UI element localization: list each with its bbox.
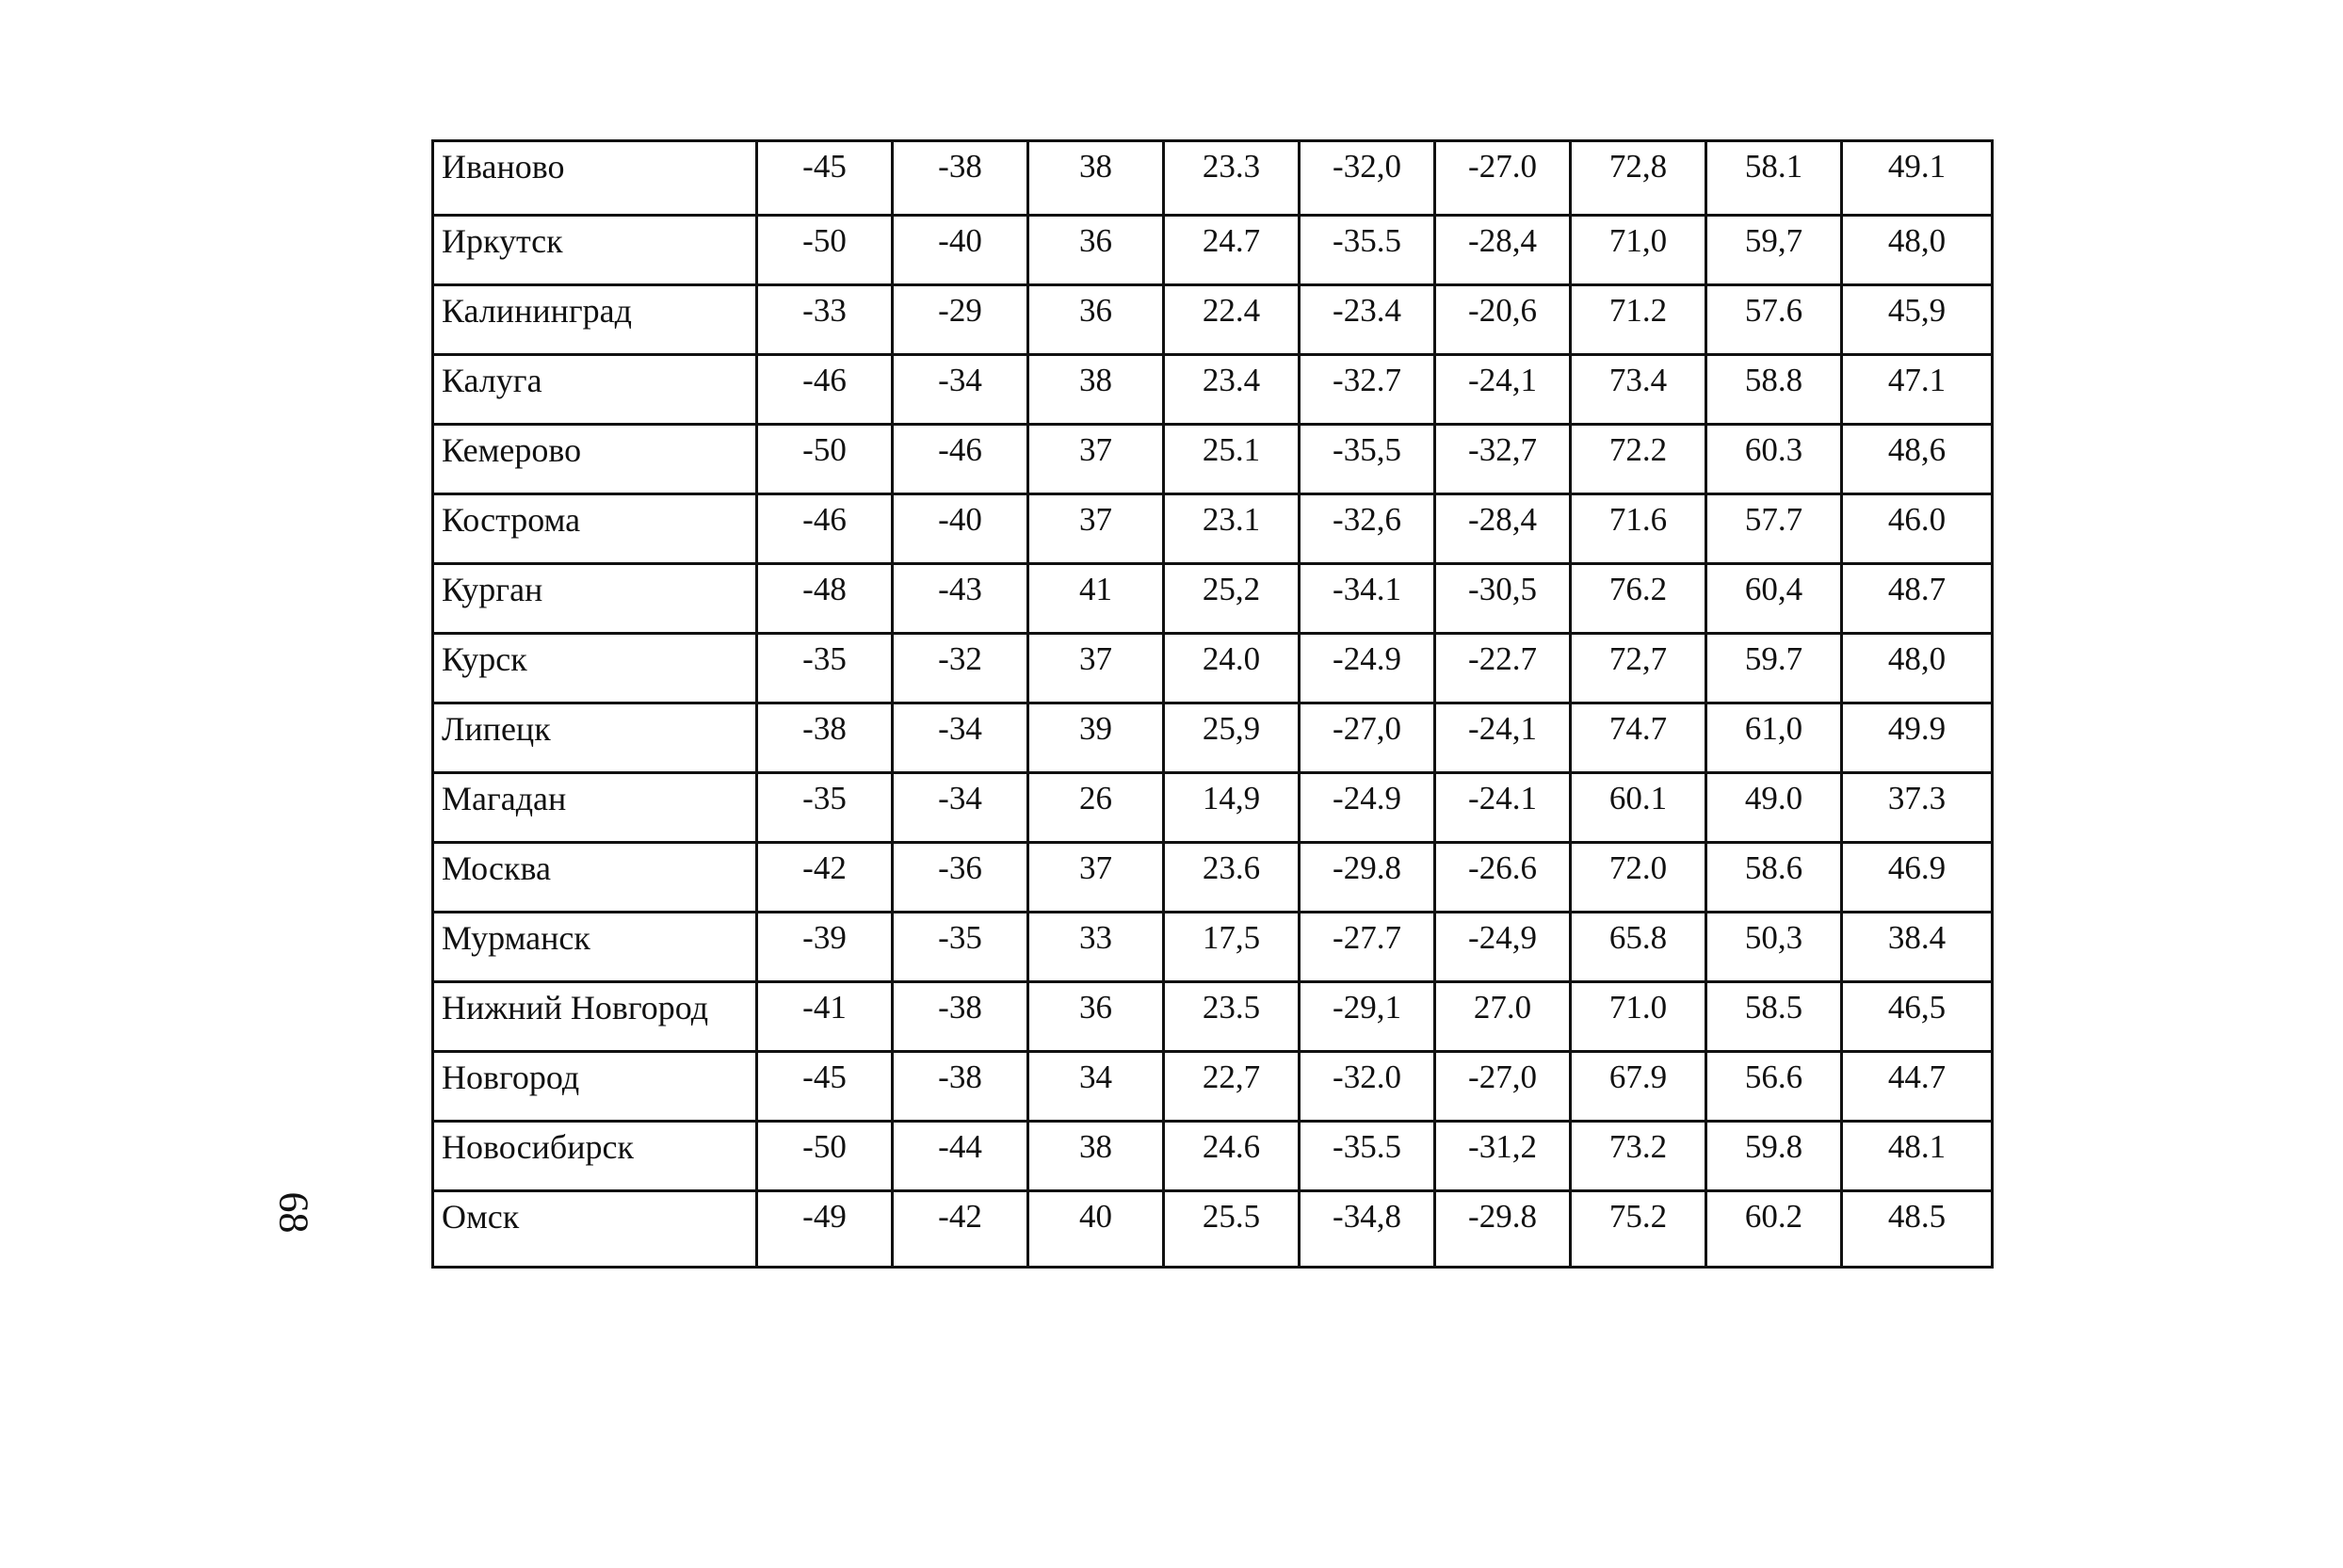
value-cell: 23.4 [1164,355,1300,425]
value-cell: -41 [757,982,893,1052]
value-cell: -46 [757,355,893,425]
value-cell: -50 [757,1122,893,1191]
value-cell: 59.8 [1706,1122,1842,1191]
value-cell: -27,0 [1435,1052,1571,1122]
value-cell: -34,8 [1300,1191,1435,1268]
value-cell: -28,4 [1435,494,1571,564]
value-cell: -23.4 [1300,285,1435,355]
value-cell: -38 [893,982,1028,1052]
value-cell: 25,2 [1164,564,1300,634]
value-cell: -40 [893,494,1028,564]
value-cell: 72,8 [1571,141,1706,216]
value-cell: -43 [893,564,1028,634]
value-cell: 37.3 [1842,773,1993,843]
value-cell: -35 [757,773,893,843]
value-cell: 56.6 [1706,1052,1842,1122]
value-cell: 38.4 [1842,913,1993,982]
value-cell: -32.7 [1300,355,1435,425]
value-cell: 24.0 [1164,634,1300,703]
value-cell: -24,9 [1435,913,1571,982]
city-cell: Липецк [433,703,757,773]
value-cell: 57.6 [1706,285,1842,355]
value-cell: -38 [893,1052,1028,1122]
value-cell: 24.7 [1164,216,1300,285]
value-cell: -33 [757,285,893,355]
value-cell: -29.8 [1300,843,1435,913]
value-cell: -22.7 [1435,634,1571,703]
value-cell: -27,0 [1300,703,1435,773]
value-cell: -24.9 [1300,773,1435,843]
value-cell: 37 [1028,494,1164,564]
value-cell: 61,0 [1706,703,1842,773]
value-cell: 23.1 [1164,494,1300,564]
value-cell: 40 [1028,1191,1164,1268]
value-cell: 45,9 [1842,285,1993,355]
value-cell: 37 [1028,634,1164,703]
city-cell: Кемерово [433,425,757,494]
table-row [433,703,1993,773]
value-cell: 33 [1028,913,1164,982]
value-cell: -35 [893,913,1028,982]
value-cell: 59.7 [1706,634,1842,703]
table-row [433,773,1993,843]
value-cell: -42 [893,1191,1028,1268]
value-cell: 72.0 [1571,843,1706,913]
value-cell: -45 [757,1052,893,1122]
value-cell: 17,5 [1164,913,1300,982]
value-cell: -32,6 [1300,494,1435,564]
value-cell: 38 [1028,1122,1164,1191]
value-cell: -49 [757,1191,893,1268]
value-cell: 37 [1028,425,1164,494]
value-cell: -40 [893,216,1028,285]
value-cell: 72,7 [1571,634,1706,703]
table-row [433,843,1993,913]
value-cell: 23.6 [1164,843,1300,913]
table-row [433,425,1993,494]
value-cell: 58.8 [1706,355,1842,425]
value-cell: -24,1 [1435,703,1571,773]
city-cell: Иваново [433,141,757,216]
table-row [433,1191,1993,1268]
city-cell: Мурманск [433,913,757,982]
value-cell: -24.1 [1435,773,1571,843]
value-cell: -32,0 [1300,141,1435,216]
value-cell: -34 [893,773,1028,843]
value-cell: 59,7 [1706,216,1842,285]
value-cell: -45 [757,141,893,216]
table-row [433,564,1993,634]
value-cell: 46.9 [1842,843,1993,913]
value-cell: -32.0 [1300,1052,1435,1122]
value-cell: 44.7 [1842,1052,1993,1122]
value-cell: 22,7 [1164,1052,1300,1122]
city-cell: Нижний Новгород [433,982,757,1052]
city-cell: Кострома [433,494,757,564]
value-cell: 49.9 [1842,703,1993,773]
value-cell: 22.4 [1164,285,1300,355]
value-cell: 71.2 [1571,285,1706,355]
value-cell: 27.0 [1435,982,1571,1052]
table-row [433,355,1993,425]
value-cell: 74.7 [1571,703,1706,773]
table-row [433,1122,1993,1191]
table-row [433,141,1993,216]
value-cell: 48.7 [1842,564,1993,634]
value-cell: 36 [1028,285,1164,355]
value-cell: -26.6 [1435,843,1571,913]
value-cell: 26 [1028,773,1164,843]
city-cell: Калининград [433,285,757,355]
value-cell: 46,5 [1842,982,1993,1052]
city-cell: Магадан [433,773,757,843]
value-cell: 46.0 [1842,494,1993,564]
table-row [433,982,1993,1052]
value-cell: 67.9 [1571,1052,1706,1122]
value-cell: -42 [757,843,893,913]
value-cell: -28,4 [1435,216,1571,285]
city-cell: Новосибирск [433,1122,757,1191]
value-cell: 24.6 [1164,1122,1300,1191]
value-cell: -39 [757,913,893,982]
value-cell: 72.2 [1571,425,1706,494]
value-cell: -29,1 [1300,982,1435,1052]
value-cell: 39 [1028,703,1164,773]
value-cell: 36 [1028,982,1164,1052]
value-cell: -46 [757,494,893,564]
value-cell: 25.5 [1164,1191,1300,1268]
city-cell: Иркутск [433,216,757,285]
city-cell: Москва [433,843,757,913]
value-cell: 76.2 [1571,564,1706,634]
value-cell: 38 [1028,355,1164,425]
value-cell: 65.8 [1571,913,1706,982]
value-cell: -35.5 [1300,216,1435,285]
table-row [433,494,1993,564]
value-cell: 48,6 [1842,425,1993,494]
value-cell: -31,2 [1435,1122,1571,1191]
value-cell: 48.1 [1842,1122,1993,1191]
value-cell: 71,0 [1571,216,1706,285]
value-cell: 25,9 [1164,703,1300,773]
value-cell: 71.6 [1571,494,1706,564]
value-cell: 75.2 [1571,1191,1706,1268]
value-cell: 48.5 [1842,1191,1993,1268]
value-cell: 58.5 [1706,982,1842,1052]
city-cell: Курган [433,564,757,634]
city-cell: Омск [433,1191,757,1268]
value-cell: -20,6 [1435,285,1571,355]
table-body [433,141,1993,1268]
value-cell: -50 [757,216,893,285]
table-row [433,285,1993,355]
value-cell: -34 [893,703,1028,773]
value-cell: 34 [1028,1052,1164,1122]
city-cell: Новгород [433,1052,757,1122]
value-cell: -30,5 [1435,564,1571,634]
value-cell: -36 [893,843,1028,913]
value-cell: 60.3 [1706,425,1842,494]
value-cell: 25.1 [1164,425,1300,494]
value-cell: 23.3 [1164,141,1300,216]
city-cell: Калуга [433,355,757,425]
value-cell: 23.5 [1164,982,1300,1052]
value-cell: -35.5 [1300,1122,1435,1191]
value-cell: 60.1 [1571,773,1706,843]
page-number: 68 [270,1191,317,1234]
value-cell: -29 [893,285,1028,355]
table-row [433,216,1993,285]
value-cell: -27.0 [1435,141,1571,216]
climate-data-table [431,139,1994,1269]
value-cell: -32,7 [1435,425,1571,494]
value-cell: -48 [757,564,893,634]
value-cell: -27.7 [1300,913,1435,982]
value-cell: 38 [1028,141,1164,216]
city-cell: Курск [433,634,757,703]
value-cell: 14,9 [1164,773,1300,843]
value-cell: 50,3 [1706,913,1842,982]
value-cell: -50 [757,425,893,494]
table-row [433,1052,1993,1122]
value-cell: 48,0 [1842,634,1993,703]
value-cell: -34.1 [1300,564,1435,634]
value-cell: -38 [757,703,893,773]
value-cell: 36 [1028,216,1164,285]
value-cell: 57.7 [1706,494,1842,564]
value-cell: 49.0 [1706,773,1842,843]
value-cell: 60,4 [1706,564,1842,634]
value-cell: 49.1 [1842,141,1993,216]
value-cell: 71.0 [1571,982,1706,1052]
value-cell: 48,0 [1842,216,1993,285]
value-cell: -35,5 [1300,425,1435,494]
value-cell: -29.8 [1435,1191,1571,1268]
value-cell: -46 [893,425,1028,494]
value-cell: -35 [757,634,893,703]
value-cell: 41 [1028,564,1164,634]
value-cell: 47.1 [1842,355,1993,425]
value-cell: 73.2 [1571,1122,1706,1191]
value-cell: -24.9 [1300,634,1435,703]
value-cell: -34 [893,355,1028,425]
value-cell: 60.2 [1706,1191,1842,1268]
table-row [433,634,1993,703]
value-cell: 37 [1028,843,1164,913]
value-cell: -38 [893,141,1028,216]
value-cell: -44 [893,1122,1028,1191]
table-row [433,913,1993,982]
value-cell: -32 [893,634,1028,703]
value-cell: 73.4 [1571,355,1706,425]
value-cell: 58.6 [1706,843,1842,913]
value-cell: 58.1 [1706,141,1842,216]
value-cell: -24,1 [1435,355,1571,425]
